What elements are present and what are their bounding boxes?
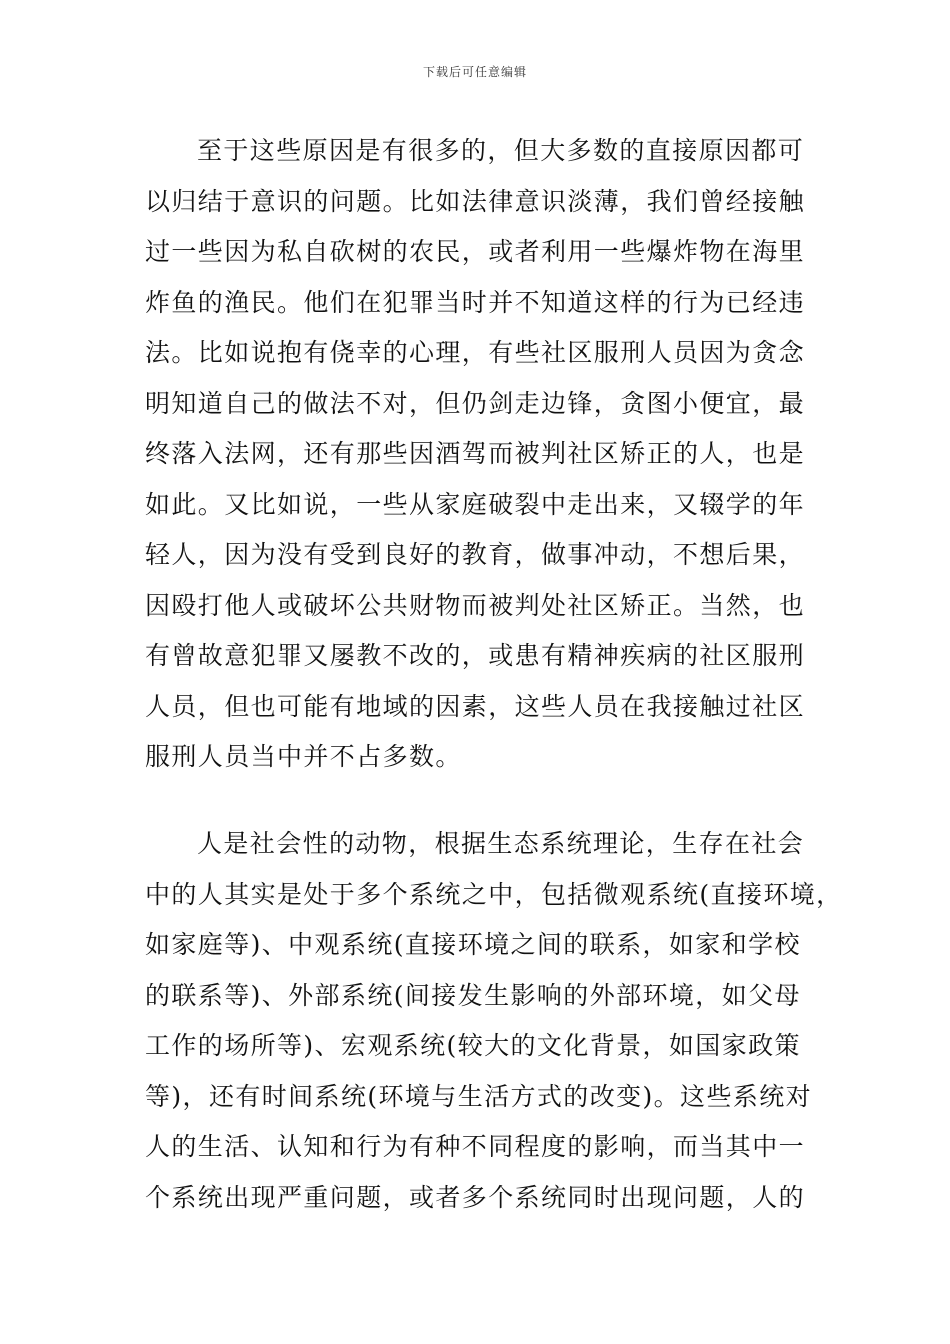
text-line: 轻人，因为没有受到良好的教育，做事冲动，不想后果， bbox=[145, 540, 806, 569]
text-line: 服刑人员当中并不占多数。 bbox=[145, 742, 462, 771]
paragraph-causes bbox=[145, 126, 825, 783]
text-line: 中的人其实是处于多个系统之中，包括微观系统(直接环境， bbox=[145, 879, 843, 909]
text-line: 明知道自己的做法不对，但仍剑走边锋，贪图小便宜，最 bbox=[145, 388, 806, 418]
text-line: 终落入法网，还有那些因酒驾而被判社区矫正的人，也是 bbox=[145, 439, 806, 468]
text-line: 因殴打他人或破坏公共财物而被判处社区矫正。当然，也 bbox=[145, 590, 806, 620]
text-line: 至于这些原因是有很多的，但大多数的直接原因都可 bbox=[197, 136, 805, 165]
text-line: 的联系等)、外部系统(间接发生影响的外部环境，如父母 bbox=[145, 980, 801, 1010]
text-line: 炸鱼的渔民。他们在犯罪当时并不知道这样的行为已经违 bbox=[145, 287, 806, 317]
text-line: 有曾故意犯罪又屡教不改的，或患有精神疾病的社区服刑 bbox=[145, 641, 806, 670]
text-line: 等)，还有时间系统(环境与生活方式的改变)。这些系统对 bbox=[145, 1081, 813, 1111]
page-header: 下载后可任意编辑 bbox=[422, 65, 527, 79]
text-line: 人是社会性的动物，根据生态系统理论，生存在社会 bbox=[197, 829, 805, 858]
text-line: 过一些因为私自砍树的农民，或者利用一些爆炸物在海里 bbox=[145, 237, 806, 266]
text-line: 个系统出现严重问题，或者多个系统同时出现问题，人的 bbox=[145, 1182, 806, 1212]
paragraph-ecosystem-theory bbox=[145, 819, 843, 1223]
text-line: 如家庭等)、中观系统(直接环境之间的联系，如家和学校 bbox=[145, 930, 801, 959]
text-line: 以归结于意识的问题。比如法律意识淡薄，我们曾经接触 bbox=[145, 186, 806, 216]
text-line: 人员，但也可能有地域的因素，这些人员在我接触过社区 bbox=[145, 691, 806, 721]
text-line: 法。比如说抱有侥幸的心理，有些社区服刑人员因为贪念 bbox=[145, 338, 806, 367]
text-line: 工作的场所等)、宏观系统(较大的文化背景，如国家政策 bbox=[145, 1031, 801, 1060]
text-line: 人的生活、认知和行为有种不同程度的影响，而当其中一 bbox=[145, 1132, 806, 1161]
text-line: 如此。又比如说，一些从家庭破裂中走出来，又辍学的年 bbox=[145, 489, 806, 519]
